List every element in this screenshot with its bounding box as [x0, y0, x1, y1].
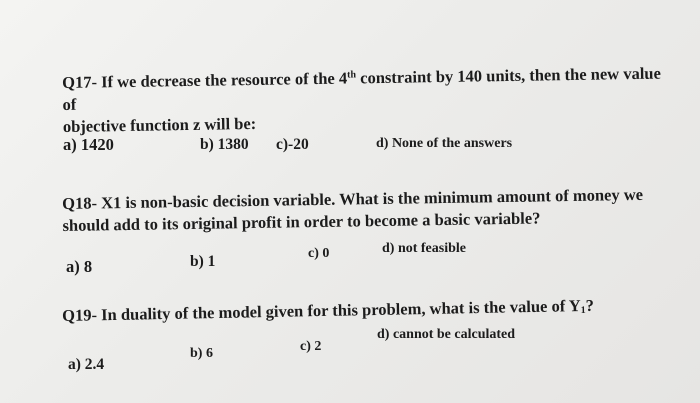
question-18 — [62, 184, 663, 237]
q19-option-a: a) 2.4 — [68, 356, 105, 373]
q19-option-b: b) 6 — [190, 346, 213, 361]
q18-option-b: b) 1 — [190, 253, 216, 270]
question-19-line-1: Q19- In duality of the model given for this problem, what is the value of $Y_1$? — [62, 295, 595, 325]
q17-option-b: b) 1380 — [200, 136, 249, 153]
question-17-line-1: Q17- If we decrease the resource of the 4th constraint by 140 units, then the new value of — [62, 63, 661, 114]
question-19 — [62, 293, 662, 327]
question-18-line-2: should add to its original profit in order to become a basic variable? — [62, 208, 541, 235]
q18-option-c: c) 0 — [308, 246, 330, 261]
q17-option-a: a) 1420 — [63, 135, 114, 154]
question-17-line-2: objective function z will be: — [62, 113, 257, 136]
q19-option-d: d) cannot be calculated — [377, 327, 516, 342]
question-18-line-1: Q18- X1 is non-basic decision variable. What is the minimum amount of money we — [62, 184, 644, 213]
question-17 — [62, 63, 663, 138]
q18-option-a: a) 8 — [66, 257, 93, 276]
q17-option-c: c)-20 — [276, 136, 309, 153]
q17-option-d: d) None of the answers — [376, 136, 513, 151]
q18-option-d: d) not feasible — [382, 241, 466, 256]
q19-option-c: c) 2 — [300, 339, 322, 354]
